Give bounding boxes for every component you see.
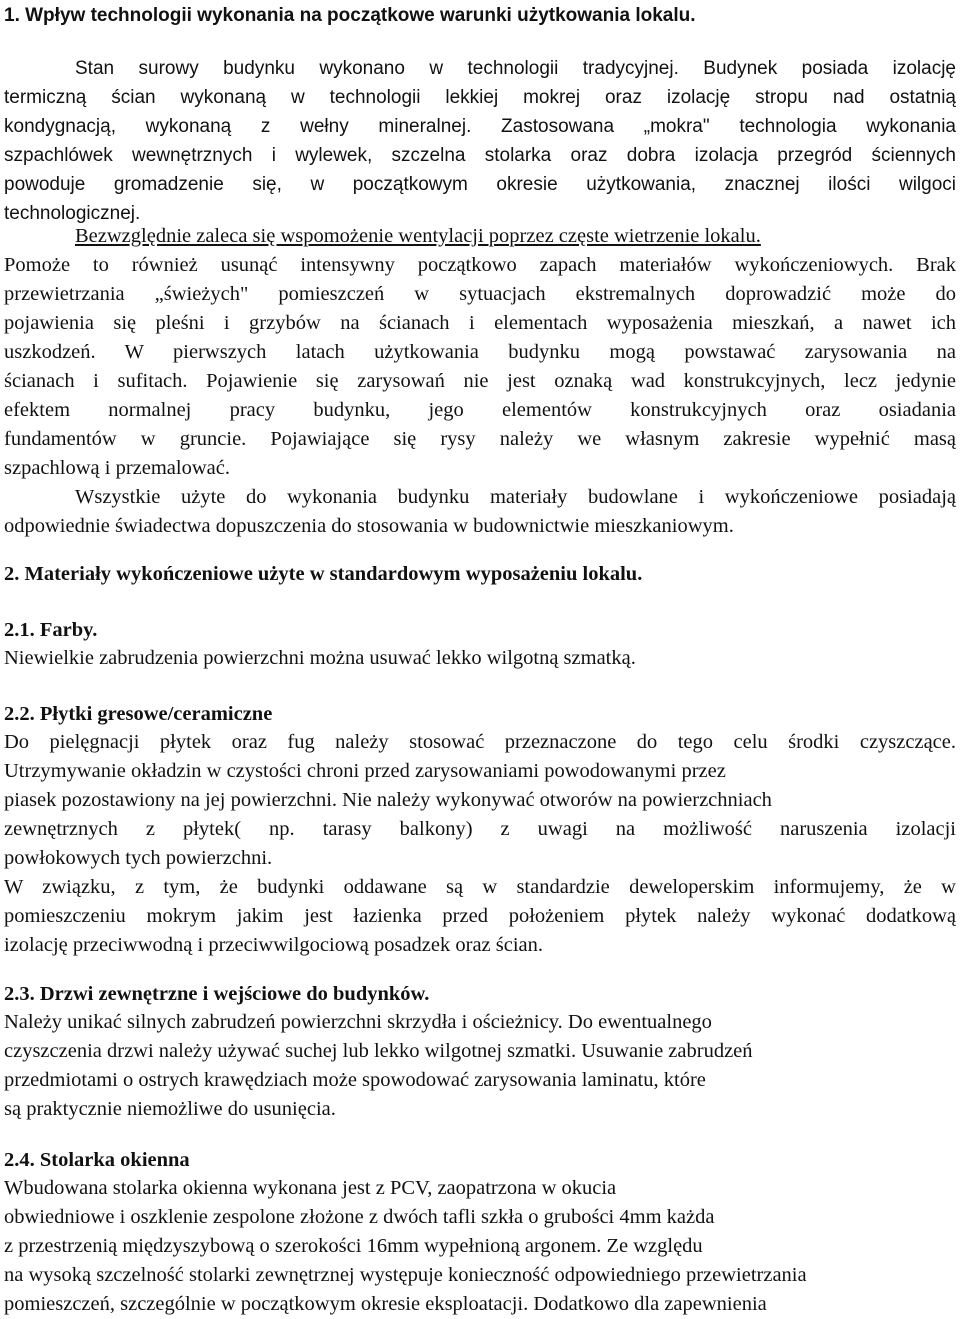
paragraph-line: są praktycznie niemożliwe do usunięcia. [4,1098,336,1120]
paragraph-line: czyszczenia drzwi należy używać suchej lub lekko wilgotnej szmatki. Usuwanie zabrudzeń [4,1040,753,1062]
section-2-heading: 2. Materiały wykończeniowe użyte w standardowym wyposażeniu lokalu. [4,563,643,585]
paragraph-line: Do pielęgnacji płytek oraz fug należy stosować przeznaczone do tego celu środki czyszczące. [4,731,956,753]
paragraph-line: z przestrzenią międzyszybową o szerokości 16mm wypełnioną argonem. Ze względu [4,1235,703,1257]
section-2-4-paragraph [4,1174,956,1319]
paragraph-line: izolację przeciwwodną i przeciwwilgociową posadzek oraz ścian. [4,934,544,956]
paragraph-line: Wbudowana stolarka okienna wykonana jest z PCV, zaopatrzona w okucia [4,1177,617,1199]
paragraph-line: pomieszczeniu mokrym jakim jest łazienka przed położeniem płytek należy wykonać dodatkową [4,905,956,927]
paragraph-line: Należy unikać silnych zabrudzeń powierzchni skrzydła i ościeżnicy. Do ewentualnego [4,1011,712,1033]
paragraph-line: Wszystkie użyte do wykonania budynku materiały budowlane i wykończeniowe posiadają [75,486,956,508]
paragraph-line: odpowiednie świadectwa dopuszczenia do stosowania w budownictwie mieszkaniowym. [4,515,734,537]
ventilation-recommendation: Bezwzględnie zaleca się wspomożenie wentylacji poprzez częste wietrzenie lokalu. [75,225,761,247]
paragraph-line: kondygnacją, wykonaną z wełny mineralnej. Zastosowana „mokra" technologia wykonania [4,116,956,137]
paragraph-line: Pomoże to również usunąć intensywny początkowo zapach materiałów wykończeniowych. Brak [4,254,956,276]
paragraph-line: uszkodzeń. W pierwszych latach użytkowania budynku mogą powstawać zarysowania na [4,341,956,363]
paragraph-line: przedmiotami o ostrych krawędziach może spowodować zarysowania laminatu, które [4,1069,706,1091]
section-2-3-paragraph [4,1008,956,1124]
paragraph-line: efektem normalnej pracy budynku, jego elementów konstrukcyjnych oraz osiadania [4,399,956,421]
paragraph-line: Niewielkie zabrudzenia powierzchni można usuwać lekko wilgotną szmatką. [4,647,636,669]
section-2-2-paragraph [4,728,956,960]
paragraph-line: pomieszczeń, szczególnie w początkowym okresie eksploatacji. Dodatkowo dla zapewnienia [4,1293,767,1315]
paragraph-line: powłokowych tych powierzchni. [4,847,273,869]
paragraph-line: Stan surowy budynku wykonano w technologii tradycyjnej. Budynek posiada izolację [75,58,956,79]
paragraph-line: szpachlową i przemalować. [4,457,230,479]
paragraph-line: przewietrzania „świeżych" pomieszczeń w sytuacjach ekstremalnych doprowadzić może do [4,283,956,305]
paragraph-line: W związku, z tym, że budynki oddawane są w standardzie deweloperskim informujemy, że w [4,876,956,898]
paragraph-line [4,222,956,251]
paragraph-line: na wysoką szczelność stolarki zewnętrznej występuje konieczność odpowiedniego przewietrzania [4,1264,807,1286]
section-2-1-heading: 2.1. Farby. [4,619,98,641]
paragraph-line: Utrzymywanie okładzin w czystości chroni przed zarysowaniami powodowanymi przez [4,760,726,782]
paragraph-line: piasek pozostawiony na jej powierzchni. Nie należy wykonywać otworów na powierzchniach [4,789,772,811]
paragraph-line: fundamentów w gruncie. Pojawiające się rysy należy we własnym zakresie wypełnić masą [4,428,956,450]
section-1-ventilation-paragraph [4,222,956,541]
section-2-1-paragraph [4,644,956,673]
paragraph-line: termiczną ścian wykonaną w technologii lekkiej mokrej oraz izolację stropu nad ostatnią [4,87,956,108]
section-1-heading: 1. Wpływ technologii wykonania na początkowe warunki użytkowania lokalu. [4,5,696,26]
paragraph-line: powoduje gromadzenie się, w początkowym okresie użytkowania, znacznej ilości wilgoci [4,174,956,195]
section-2-4-heading: 2.4. Stolarka okienna [4,1149,190,1171]
paragraph-line: ścianach i sufitach. Pojawienie się zarysowań nie jest oznaką wad konstrukcyjnych, lecz jedynie [4,370,956,392]
paragraph-line: zewnętrznych z płytek( np. tarasy balkony) z uwagi na możliwość naruszenia izolacji [4,818,956,840]
paragraph-line: technologicznej. [4,203,141,224]
paragraph-line: obwiedniowe i oszklenie zespolone złożone z dwóch tafli szkła o grubości 4mm każda [4,1206,715,1228]
section-2-3-heading: 2.3. Drzwi zewnętrzne i wejściowe do budynków. [4,983,430,1005]
section-2-2-heading: 2.2. Płytki gresowe/ceramiczne [4,703,273,725]
section-1-intro-paragraph [4,54,956,228]
paragraph-line: pojawienia się pleśni i grzybów na ścianach i elementach wyposażenia mieszkań, a nawet ich [4,312,956,334]
paragraph-line: szpachlówek wewnętrznych i wylewek, szczelna stolarka oraz dobra izolacja przegród ściennych [4,145,956,166]
